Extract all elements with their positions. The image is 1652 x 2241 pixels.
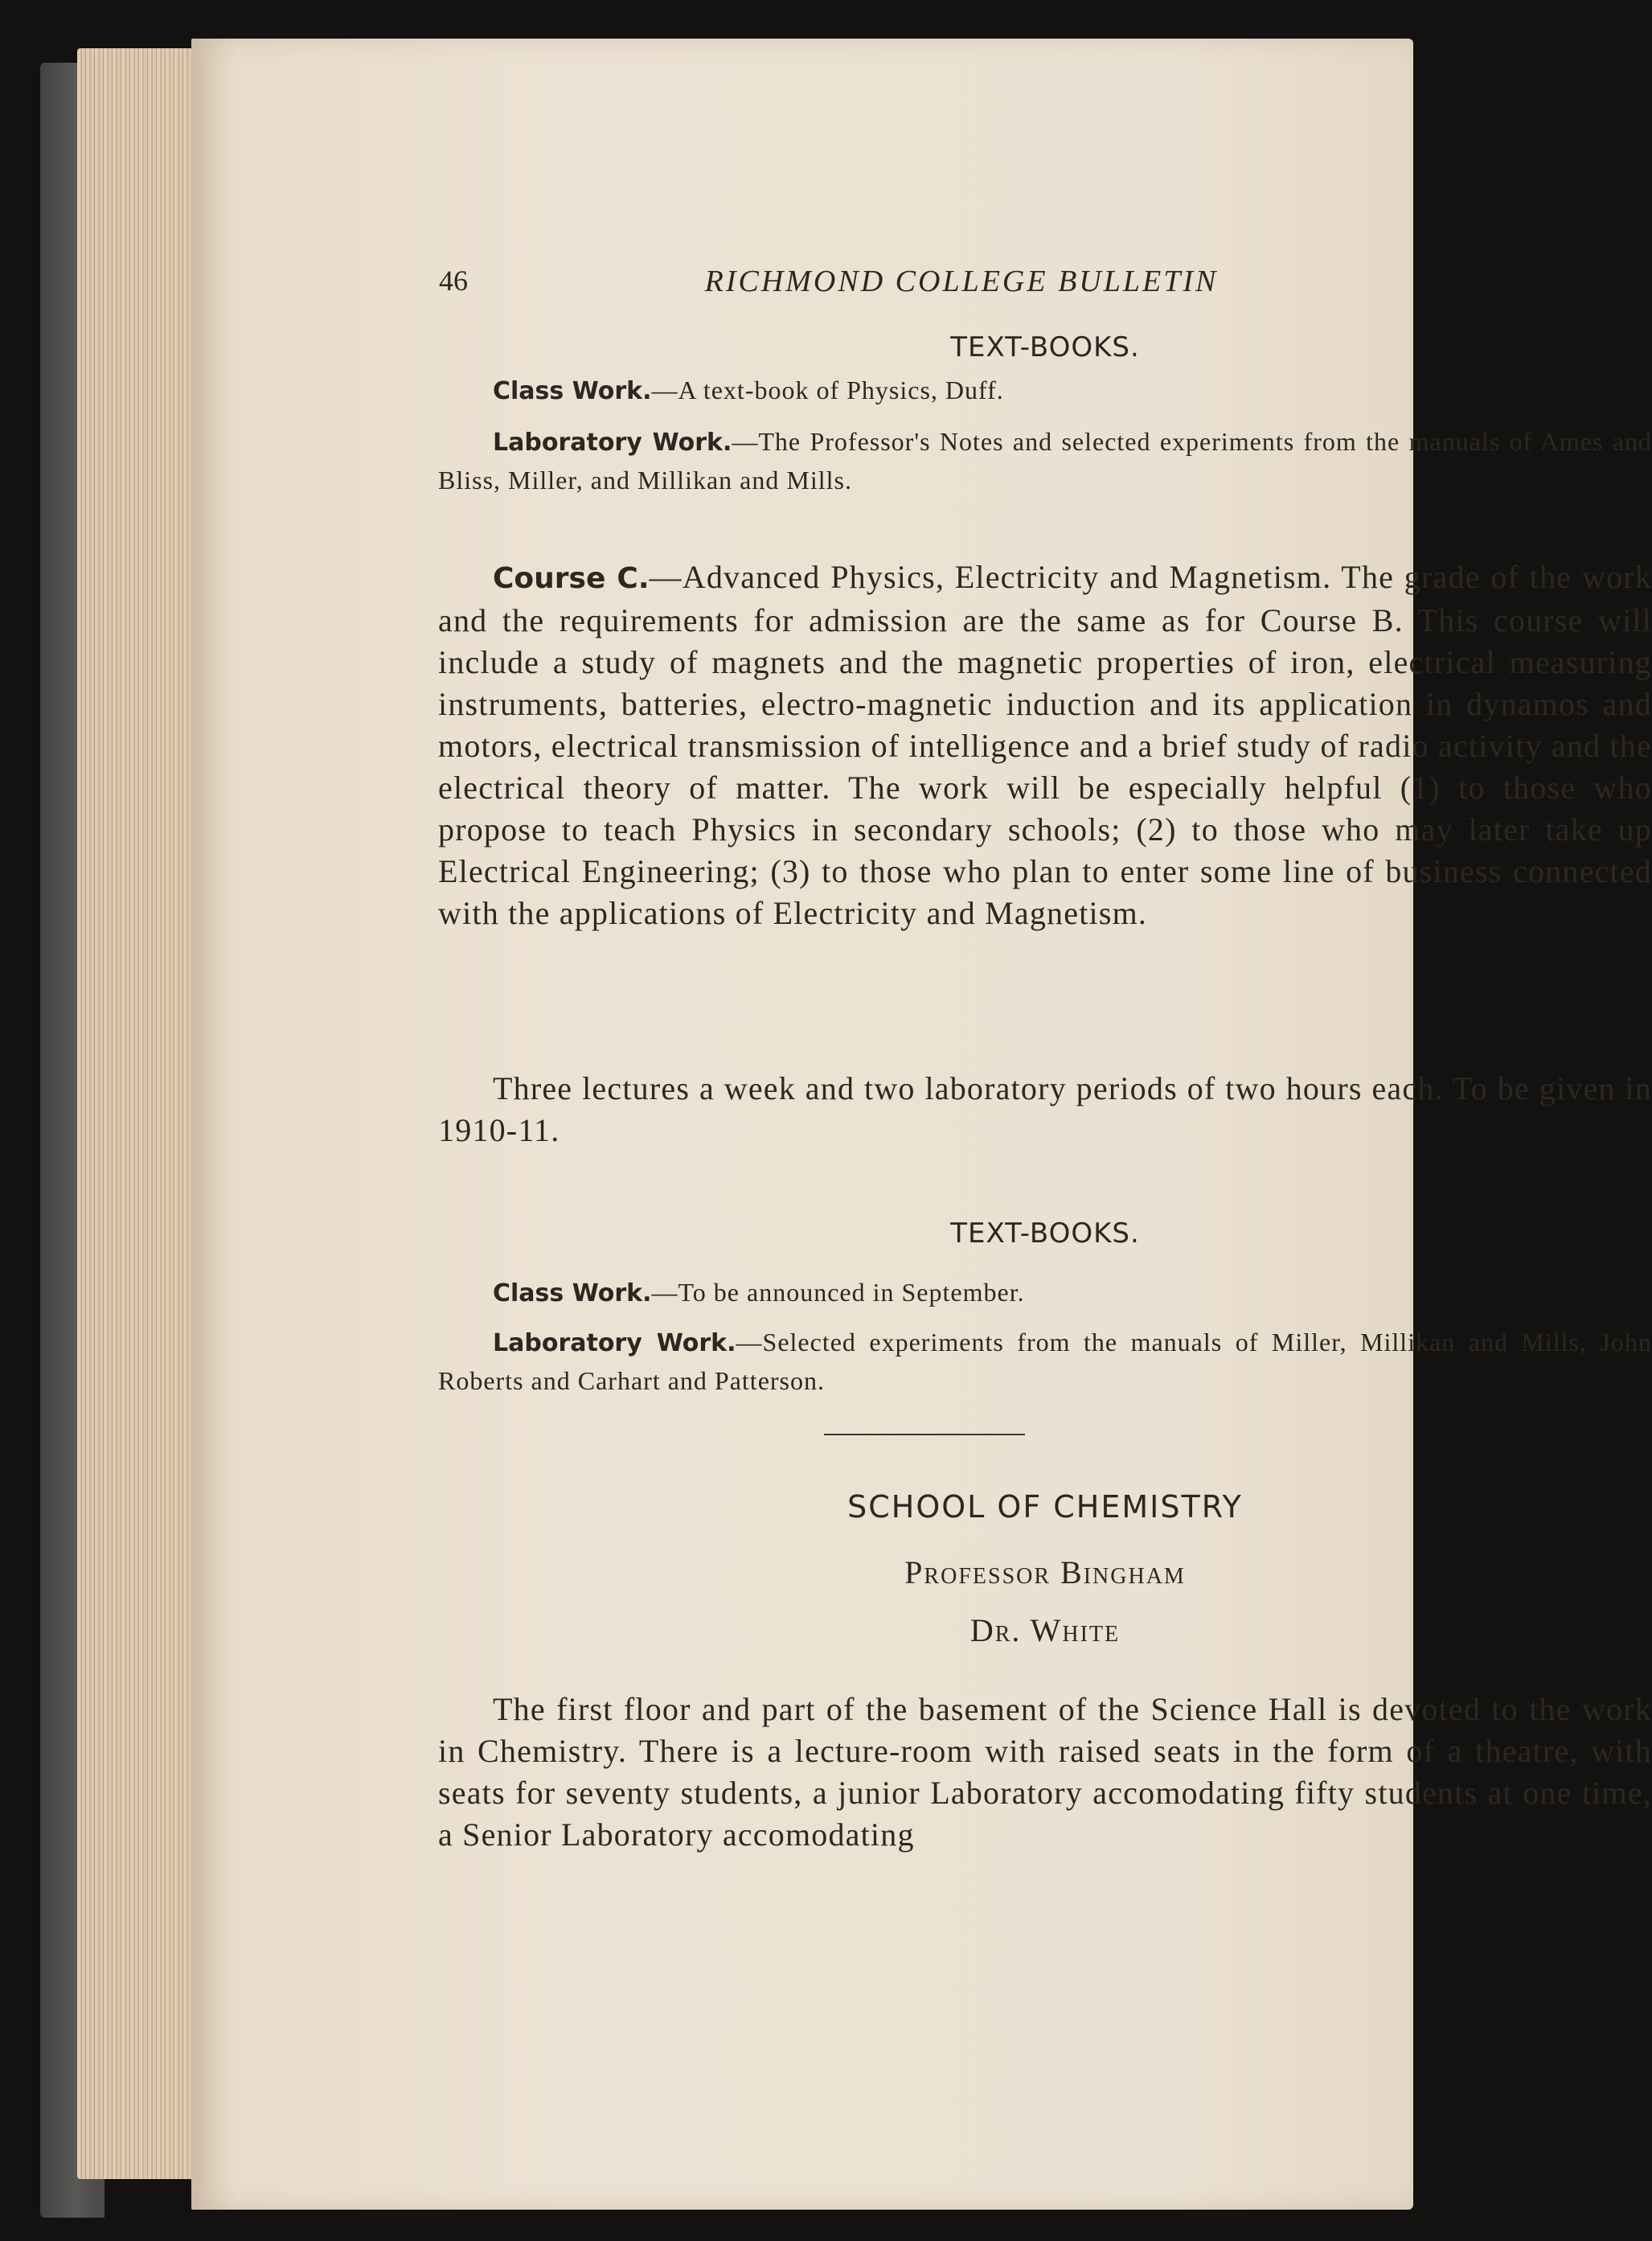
- page-content: [241, 0, 1652, 2241]
- class-work-2: [438, 1274, 1652, 1312]
- doctor-line: [438, 1611, 1652, 1649]
- textbooks-heading-text: TEXT-BOOKS.: [950, 331, 1140, 363]
- chemistry-title-text: SCHOOL OF CHEMISTRY: [847, 1489, 1243, 1525]
- professor-line: [438, 1554, 1652, 1591]
- lab-work-text: —The Professor's Notes and selected experiments from the manuals of Ames and Bliss, Miller, and Millikan and Mills.: [438, 427, 1652, 495]
- course-c-schedule-text: Three lectures a week and two laboratory periods of two hours each. To be given in 1910-11.: [438, 1070, 1652, 1148]
- course-c-text: —Advanced Physics, Electricity and Magnetism. The grade of the work and the requirements for admission are the same as for Course B. This course will include a study of magnets and the magnetic properties of iron, electrical measuring instruments, batteries, electro-magnetic induction and its application in dynamos and motors, electrical transmission of intelligence and a brief study of radio activity and the electrical theory of matter. The work will be especially helpful (1) to those who propose to teach Physics in secondary schools; (2) to those who may later take up Electrical Engineering; (3) to those who plan to enter some line of business connected with the applications of Electricity and Magnetism.: [438, 559, 1652, 931]
- doctor-name: Dr. White: [969, 1612, 1121, 1648]
- textbooks-heading-text: TEXT-BOOKS.: [950, 1217, 1140, 1250]
- chemistry-intro: [438, 1689, 1652, 1856]
- course-c-label: Course C.: [493, 562, 650, 595]
- class-work-label: Class Work.: [493, 377, 652, 405]
- chemistry-title: [438, 1489, 1652, 1525]
- professor-name: Professor Bingham: [904, 1554, 1186, 1590]
- textbooks-heading-2: [438, 1217, 1652, 1250]
- section-divider: [824, 1434, 1025, 1435]
- lab-work-label: Laboratory Work.: [493, 1329, 736, 1357]
- course-c-paragraph: [438, 556, 1652, 934]
- class-work-text: —To be announced in September.: [651, 1278, 1025, 1307]
- running-head: [439, 264, 1436, 304]
- page-number: 46: [439, 265, 468, 297]
- lab-work-2: [438, 1324, 1652, 1399]
- page-edges: [77, 48, 206, 2179]
- chemistry-intro-text: The first floor and part of the basement of the Science Hall is devoted to the work in Chemistry. There is a lecture-room with raised seats in the form of a theatre, with seats for seventy students, a junior Laboratory accomodating fifty students at one time, a Senior Laboratory accomodating: [438, 1691, 1652, 1853]
- course-c-schedule: [438, 1068, 1652, 1151]
- class-work-1: [438, 371, 1652, 410]
- journal-title: RICHMOND COLLEGE BULLETIN: [704, 265, 1219, 298]
- class-work-text: —A text-book of Physics, Duff.: [651, 376, 1004, 404]
- textbooks-heading-1: [438, 331, 1652, 363]
- lab-work-text: —Selected experiments from the manuals of Miller, Millikan and Mills, John Roberts and Carhart and Patterson.: [438, 1328, 1652, 1395]
- lab-work-label: Laboratory Work.: [493, 429, 732, 457]
- class-work-label: Class Work.: [493, 1279, 652, 1307]
- lab-work-1: [438, 423, 1652, 499]
